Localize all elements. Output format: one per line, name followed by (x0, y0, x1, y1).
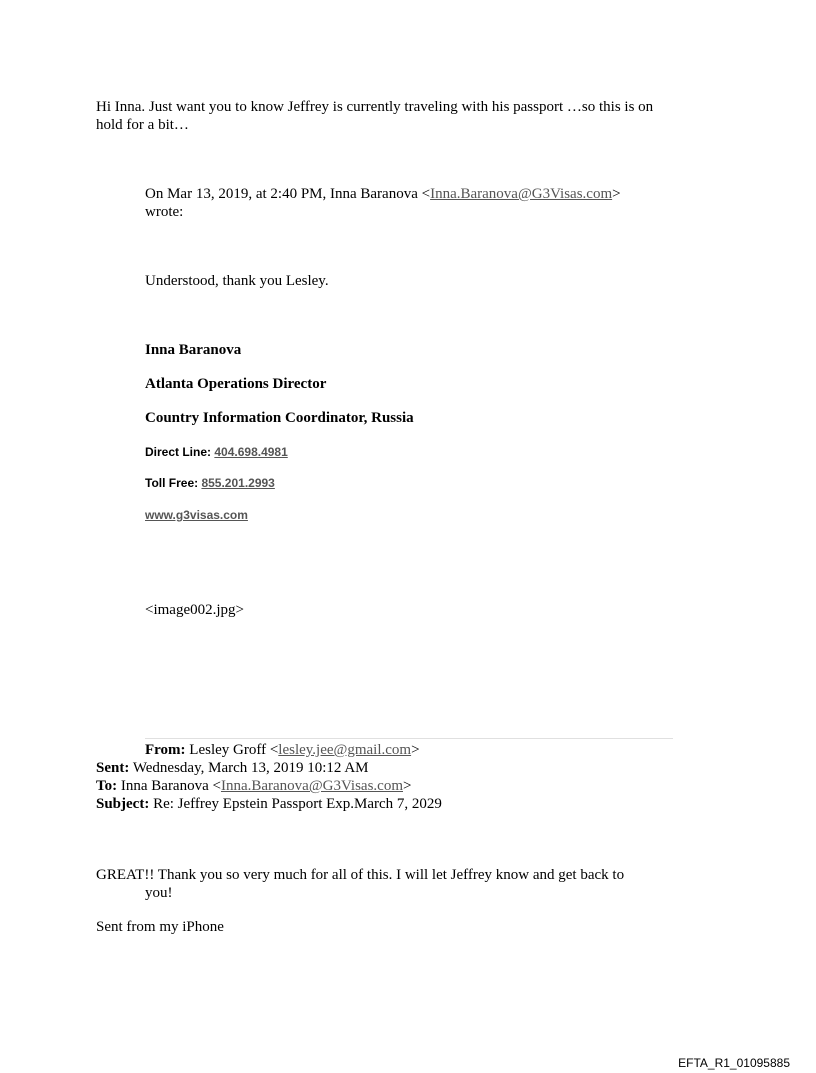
forwarded-from (145, 741, 420, 759)
forwarded-subject (96, 795, 442, 813)
forwarded-to (96, 777, 411, 795)
direct-line-phone-link[interactable]: 404.698.4981 (214, 445, 288, 459)
signature-name: Inna Baranova (145, 342, 242, 358)
body-line-2: you! (145, 885, 173, 901)
intro-line-1: Hi Inna. Just want you to know Jeffrey is currently traveling with his passport …so this is on (96, 99, 654, 115)
toll-free-phone-link[interactable]: 855.201.2993 (201, 476, 275, 490)
signature-title-2: Country Information Coordinator, Russia (145, 410, 414, 426)
attachment-placeholder: <image002.jpg> (145, 602, 244, 618)
sent-value: Wednesday, March 13, 2019 10:12 AM (129, 760, 369, 776)
footer-document-id: EFTA_R1_01095885 (678, 1056, 790, 1070)
from-label: From: (145, 742, 186, 758)
quoted-header-prefix: On Mar 13, 2019, at 2:40 PM, Inna Baranova < (145, 186, 431, 202)
subject-value: Re: Jeffrey Epstein Passport Exp.March 7, 2029 (149, 796, 442, 812)
forwarded-sent (96, 759, 369, 777)
intro-line-2: hold for a bit… (96, 117, 189, 133)
sent-label: Sent: (96, 760, 130, 776)
body-signoff: Sent from my iPhone (96, 919, 224, 935)
signature-website (145, 506, 248, 524)
signature-direct-line (145, 443, 288, 461)
body-line-1: GREAT!! Thank you so very much for all of this. I will let Jeffrey know and get back to (96, 867, 625, 883)
toll-free-label: Toll Free: (145, 476, 202, 490)
quoted-wrote: wrote: (145, 204, 184, 220)
signature-toll-free (145, 474, 275, 492)
quoted-header (145, 185, 621, 203)
quoted-email-link[interactable]: Inna.Baranova@G3Visas.com (430, 186, 613, 202)
to-email-link[interactable]: Inna.Baranova@G3Visas.com (220, 778, 403, 794)
to-label: To: (96, 778, 118, 794)
from-email-link[interactable]: lesley.jee@gmail.com (278, 742, 412, 758)
from-suffix: > (411, 742, 420, 758)
subject-label: Subject: (96, 796, 150, 812)
direct-line-label: Direct Line: (145, 445, 215, 459)
website-link[interactable]: www.g3visas.com (145, 508, 248, 522)
signature-title-1: Atlanta Operations Director (145, 376, 327, 392)
reply-text: Understood, thank you Lesley. (145, 273, 329, 289)
quoted-header-suffix: > (612, 186, 621, 202)
from-name: Lesley Groff < (185, 742, 279, 758)
to-suffix: > (403, 778, 412, 794)
header-separator (145, 738, 673, 739)
to-name: Inna Baranova < (117, 778, 221, 794)
